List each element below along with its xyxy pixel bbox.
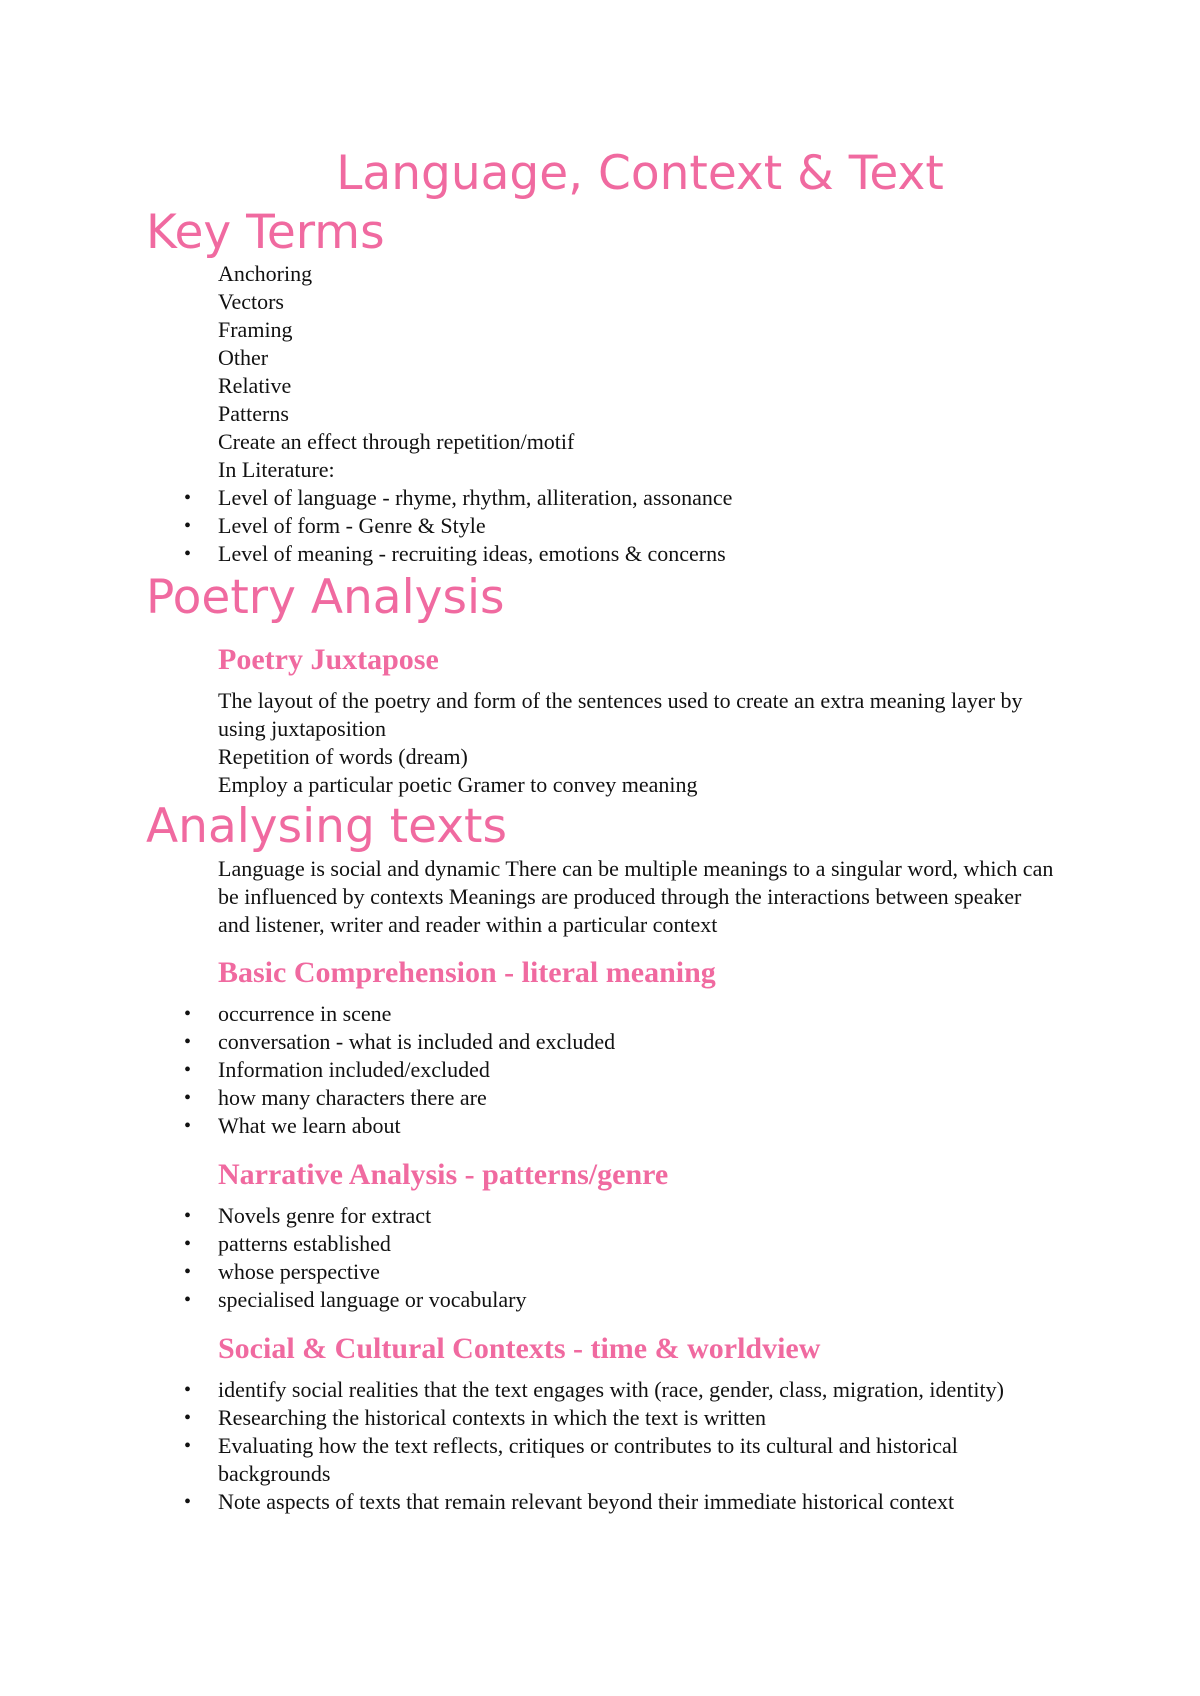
key-term-item: Patterns — [218, 401, 289, 426]
list-item: • Level of meaning - recruiting ideas, emotions & concerns — [184, 541, 726, 566]
list-item: • occurrence in scene — [184, 1001, 392, 1026]
poetry-juxtapose-heading: Poetry Juxtapose — [218, 643, 439, 676]
list-item: • patterns established — [184, 1231, 391, 1256]
key-term-item: Framing — [218, 317, 293, 342]
poetry-paragraph: The layout of the poetry and form of the sentences used to create an extra meaning layer by using juxtaposition — [218, 688, 1023, 741]
bullet-icon: • — [184, 1205, 192, 1227]
social-cultural-list — [0, 1376, 1100, 1516]
list-item: • conversation - what is included and excluded — [184, 1029, 616, 1054]
list-item: • specialised language or vocabulary — [184, 1287, 527, 1312]
bullet-icon: • — [184, 1031, 192, 1053]
bullet-icon: • — [184, 543, 192, 565]
key-term-item: Vectors — [218, 289, 284, 314]
basic-comprehension-heading: Basic Comprehension - literal meaning — [218, 956, 716, 989]
bullet-icon: • — [184, 487, 192, 509]
narrative-analysis-list — [0, 1202, 1100, 1314]
list-item: • whose perspective — [184, 1259, 380, 1284]
list-item: • Novels genre for extract — [184, 1203, 432, 1228]
key-term-item: Relative — [218, 373, 292, 398]
poetry-line: Repetition of words (dream) — [218, 744, 468, 769]
bullet-icon: • — [184, 1087, 192, 1109]
narrative-analysis-heading: Narrative Analysis - patterns/genre — [218, 1158, 669, 1191]
bullet-icon: • — [184, 1379, 192, 1401]
bullet-icon: • — [184, 1491, 192, 1513]
list-item: • identify social realities that the text engages with (race, gender, class, migration, identity) — [184, 1377, 1004, 1402]
bullet-icon: • — [184, 1059, 192, 1081]
list-item: • how many characters there are — [184, 1085, 487, 1110]
bullet-icon: • — [184, 515, 192, 537]
document-title: Language, Context & Text — [336, 146, 944, 201]
list-item: • Level of form - Genre & Style — [184, 513, 486, 538]
list-item: • Level of language - rhyme, rhythm, alliteration, assonance — [184, 485, 733, 510]
analysing-texts-intro — [218, 855, 1058, 939]
key-terms-heading: Key Terms — [146, 205, 385, 260]
list-item: • Note aspects of texts that remain relevant beyond their immediate historical context — [184, 1489, 955, 1514]
poetry-analysis-heading: Poetry Analysis — [146, 570, 505, 625]
literature-levels-list — [0, 484, 1100, 568]
analysing-paragraph: Language is social and dynamic There can be multiple meanings to a singular word, which can be influenced by contexts Meanings are produced through the interactions between speaker and listener, writer and reader within a particular context — [218, 856, 1054, 937]
key-term-item: In Literature: — [218, 457, 335, 482]
bullet-icon: • — [184, 1003, 192, 1025]
key-terms-list — [218, 260, 1058, 484]
bullet-icon: • — [184, 1233, 192, 1255]
basic-comprehension-list — [0, 1000, 1100, 1140]
poetry-line: Employ a particular poetic Gramer to convey meaning — [218, 772, 698, 797]
bullet-icon: • — [184, 1261, 192, 1283]
list-item: • Researching the historical contexts in which the text is written — [184, 1405, 767, 1430]
list-item: • Evaluating how the text reflects, critiques or contributes to its cultural and historical backgrounds — [184, 1433, 958, 1486]
bullet-icon: • — [184, 1407, 192, 1429]
poetry-juxtapose-body — [218, 687, 1048, 799]
social-cultural-heading: Social & Cultural Contexts - time & worldview — [218, 1332, 821, 1365]
bullet-icon: • — [184, 1435, 192, 1457]
key-term-item: Create an effect through repetition/motif — [218, 429, 575, 454]
list-item: • Information included/excluded — [184, 1057, 490, 1082]
bullet-icon: • — [184, 1115, 192, 1137]
list-item: • What we learn about — [184, 1113, 401, 1138]
bullet-icon: • — [184, 1289, 192, 1311]
analysing-texts-heading: Analysing texts — [146, 799, 507, 854]
key-term-item: Anchoring — [218, 261, 313, 286]
key-term-item: Other — [218, 345, 269, 370]
